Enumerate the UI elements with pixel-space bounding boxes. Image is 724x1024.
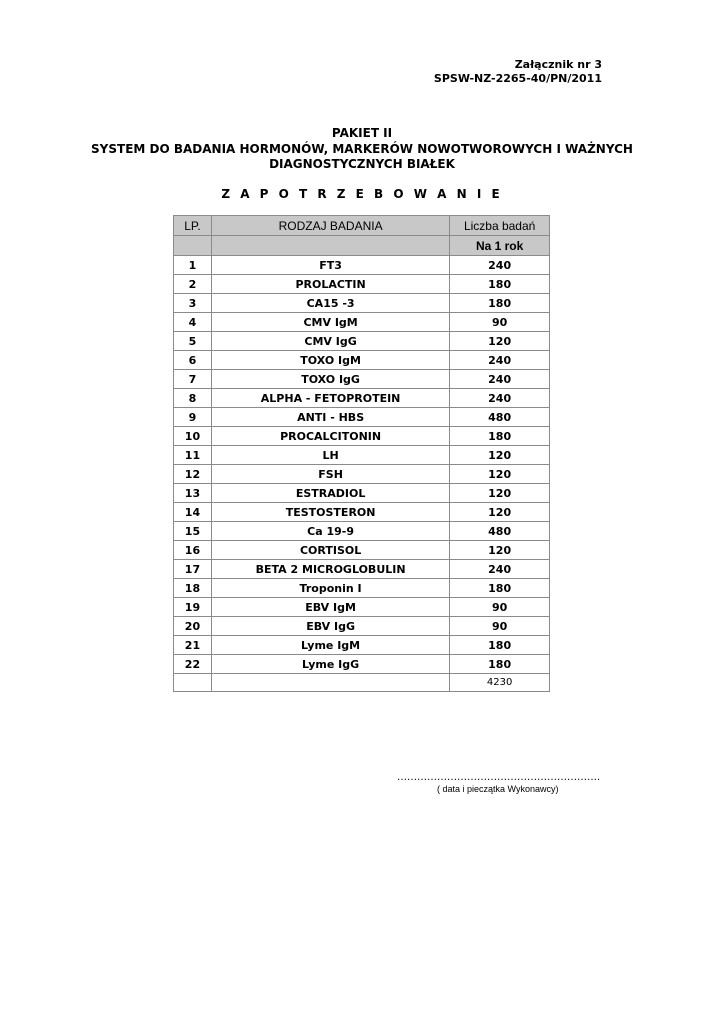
row-test-count: 240 bbox=[450, 370, 550, 389]
document-title-line-1: SYSTEM DO BADANIA HORMONÓW, MARKERÓW NOWOTWOROWYCH I WAŻNYCH bbox=[91, 142, 633, 156]
row-test-count: 120 bbox=[450, 446, 550, 465]
row-test-name: EBV IgG bbox=[211, 617, 449, 636]
row-test-count: 240 bbox=[450, 256, 550, 275]
document-title-line-2: DIAGNOSTYCZNYCH BIAŁEK bbox=[269, 157, 455, 171]
row-test-count: 120 bbox=[450, 541, 550, 560]
table-row bbox=[174, 351, 550, 370]
table-row bbox=[174, 655, 550, 674]
row-test-count: 120 bbox=[450, 332, 550, 351]
row-lp: 7 bbox=[174, 370, 212, 389]
table-row bbox=[174, 408, 550, 427]
row-test-count: 480 bbox=[450, 522, 550, 541]
table-row bbox=[174, 446, 550, 465]
total-lp-empty bbox=[174, 674, 212, 692]
row-lp: 22 bbox=[174, 655, 212, 674]
table-row bbox=[174, 503, 550, 522]
row-lp: 10 bbox=[174, 427, 212, 446]
row-lp: 12 bbox=[174, 465, 212, 484]
row-test-name: Troponin I bbox=[211, 579, 449, 598]
table-row bbox=[174, 560, 550, 579]
row-test-count: 120 bbox=[450, 503, 550, 522]
row-test-name: PROCALCITONIN bbox=[211, 427, 449, 446]
attachment-number: Załącznik nr 3 bbox=[514, 58, 602, 71]
row-lp: 2 bbox=[174, 275, 212, 294]
signature-label: ( data i pieczątka Wykonawcy) bbox=[437, 784, 559, 794]
table-row bbox=[174, 294, 550, 313]
row-lp: 4 bbox=[174, 313, 212, 332]
row-lp: 21 bbox=[174, 636, 212, 655]
table-row bbox=[174, 636, 550, 655]
row-test-count: 180 bbox=[450, 636, 550, 655]
table-row bbox=[174, 370, 550, 389]
row-lp: 1 bbox=[174, 256, 212, 275]
row-test-count: 90 bbox=[450, 313, 550, 332]
total-row bbox=[174, 674, 550, 692]
table-row bbox=[174, 256, 550, 275]
table-row bbox=[174, 617, 550, 636]
table-row bbox=[174, 427, 550, 446]
table-row bbox=[174, 389, 550, 408]
row-lp: 17 bbox=[174, 560, 212, 579]
row-lp: 9 bbox=[174, 408, 212, 427]
table-row bbox=[174, 598, 550, 617]
row-test-count: 120 bbox=[450, 484, 550, 503]
row-test-name: CMV IgM bbox=[211, 313, 449, 332]
table-row bbox=[174, 579, 550, 598]
table-row bbox=[174, 522, 550, 541]
row-test-name: Lyme IgM bbox=[211, 636, 449, 655]
row-test-name: BETA 2 MICROGLOBULIN bbox=[211, 560, 449, 579]
header-type-empty bbox=[211, 236, 449, 256]
row-test-count: 180 bbox=[450, 294, 550, 313]
row-test-name: TOXO IgM bbox=[211, 351, 449, 370]
row-lp: 11 bbox=[174, 446, 212, 465]
row-test-count: 180 bbox=[450, 579, 550, 598]
requirements-table bbox=[173, 215, 550, 692]
row-test-name: CA15 -3 bbox=[211, 294, 449, 313]
row-test-count: 90 bbox=[450, 598, 550, 617]
header-test-count: Liczba badań bbox=[450, 216, 550, 236]
row-lp: 20 bbox=[174, 617, 212, 636]
row-test-name: PROLACTIN bbox=[211, 275, 449, 294]
row-test-count: 240 bbox=[450, 389, 550, 408]
row-test-count: 240 bbox=[450, 560, 550, 579]
row-test-name: ANTI - HBS bbox=[211, 408, 449, 427]
row-test-name: Lyme IgG bbox=[211, 655, 449, 674]
table-row bbox=[174, 465, 550, 484]
row-lp: 19 bbox=[174, 598, 212, 617]
row-test-name: CMV IgG bbox=[211, 332, 449, 351]
table-row bbox=[174, 275, 550, 294]
row-test-count: 180 bbox=[450, 427, 550, 446]
row-lp: 8 bbox=[174, 389, 212, 408]
header-test-type: RODZAJ BADANIA bbox=[211, 216, 449, 236]
row-lp: 3 bbox=[174, 294, 212, 313]
table-row bbox=[174, 541, 550, 560]
row-test-count: 480 bbox=[450, 408, 550, 427]
signature-line: ……………………………………………………. bbox=[397, 772, 601, 783]
row-test-name: FT3 bbox=[211, 256, 449, 275]
row-lp: 18 bbox=[174, 579, 212, 598]
table-row bbox=[174, 484, 550, 503]
row-lp: 13 bbox=[174, 484, 212, 503]
row-test-name: TESTOSTERON bbox=[211, 503, 449, 522]
requirement-heading: Z A P O T R Z E B O W A N I E bbox=[221, 187, 503, 201]
row-test-name: LH bbox=[211, 446, 449, 465]
row-lp: 6 bbox=[174, 351, 212, 370]
row-test-count: 90 bbox=[450, 617, 550, 636]
table-row bbox=[174, 313, 550, 332]
header-lp: LP. bbox=[174, 216, 212, 236]
header-lp-empty bbox=[174, 236, 212, 256]
row-test-count: 180 bbox=[450, 655, 550, 674]
row-test-count: 180 bbox=[450, 275, 550, 294]
row-lp: 16 bbox=[174, 541, 212, 560]
total-count: 4230 bbox=[450, 674, 550, 692]
row-lp: 14 bbox=[174, 503, 212, 522]
row-test-name: ALPHA - FETOPROTEIN bbox=[211, 389, 449, 408]
row-test-name: Ca 19-9 bbox=[211, 522, 449, 541]
row-test-count: 120 bbox=[450, 465, 550, 484]
row-lp: 15 bbox=[174, 522, 212, 541]
table-row bbox=[174, 332, 550, 351]
row-test-name: TOXO IgG bbox=[211, 370, 449, 389]
header-period: Na 1 rok bbox=[450, 236, 550, 256]
package-title: PAKIET II bbox=[331, 126, 393, 140]
reference-number: SPSW-NZ-2265-40/PN/2011 bbox=[433, 72, 602, 85]
row-test-name: EBV IgM bbox=[211, 598, 449, 617]
row-test-name: ESTRADIOL bbox=[211, 484, 449, 503]
row-test-name: FSH bbox=[211, 465, 449, 484]
row-test-count: 240 bbox=[450, 351, 550, 370]
total-name-empty bbox=[211, 674, 449, 692]
row-test-name: CORTISOL bbox=[211, 541, 449, 560]
row-lp: 5 bbox=[174, 332, 212, 351]
